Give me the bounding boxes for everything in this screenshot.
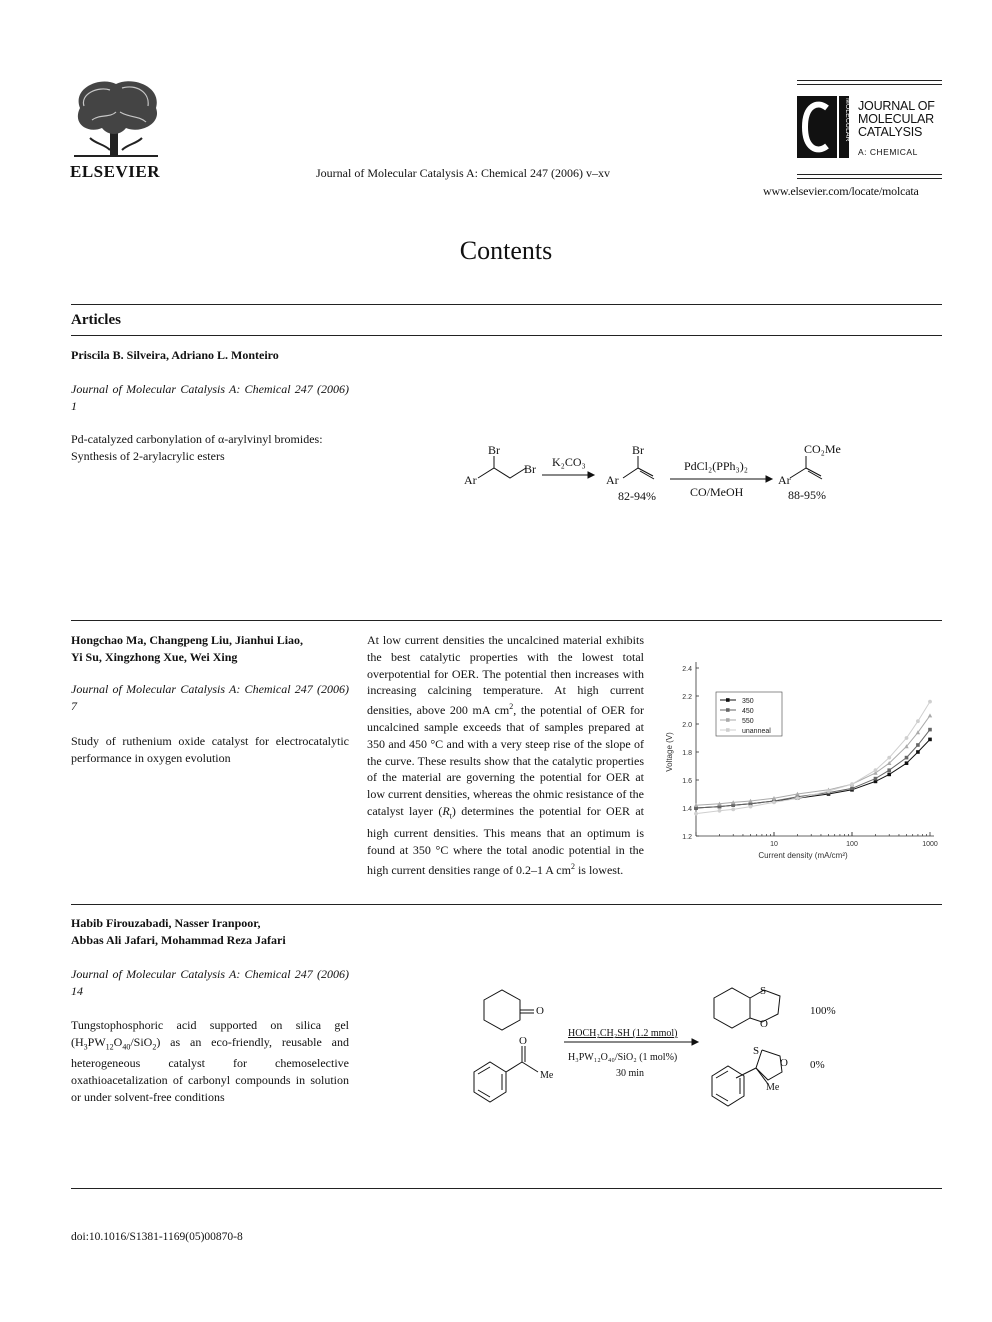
legend-label: 350 [742, 698, 754, 705]
title-text: O [113, 1035, 123, 1049]
y-tick-label: 1.2 [682, 834, 692, 841]
legend-marker [726, 698, 730, 702]
data-point-450 [928, 728, 932, 732]
x-axis-label: Current density (mA/cm²) [758, 851, 848, 860]
publisher-name: ELSEVIER [70, 162, 160, 181]
section-heading: Articles [71, 312, 121, 328]
journal-brand-name [858, 100, 935, 139]
scheme-reagent: HOCH₂CH₂SH (1.2 mmol) [568, 1028, 678, 1039]
scheme-reagent: H₃PW₁₂O₄₀/SiO₂ (1 mol%) [568, 1052, 678, 1063]
scheme-ester-label: CO₂Me [804, 442, 841, 456]
x-tick-label: 100 [846, 841, 858, 848]
abstract-sub: t [449, 811, 452, 821]
scheme-atom-label: O [536, 1005, 544, 1017]
data-point-350 [916, 750, 920, 754]
journal-brand-subtitle: A: CHEMICAL [858, 147, 918, 157]
data-point-450 [905, 756, 909, 760]
y-tick-label: 1.4 [682, 806, 692, 813]
article-2-authors [71, 632, 303, 666]
data-point-unanneal [749, 805, 753, 809]
abstract-text: is lowest. [574, 862, 624, 877]
scheme-atom-label: S [760, 985, 767, 997]
data-point-350 [928, 738, 932, 742]
divider [71, 620, 942, 621]
article-1-title: Pd-catalyzed carbonylation of α-arylvinyl bromides: Synthesis of 2-arylacrylic esters [71, 432, 323, 463]
data-point-550 [928, 713, 932, 717]
data-point-unanneal [905, 736, 909, 740]
abstract-symbol: R [442, 803, 450, 818]
abstract-sup: 2 [570, 861, 575, 871]
brand-line-2: MOLECULAR [858, 112, 934, 126]
scheme-br-label: Br [632, 443, 644, 457]
legend-marker [726, 708, 730, 712]
scheme-ar-label: Ar [778, 473, 791, 487]
authors-line: Yi Su, Xingzhong Xue, Wei Xing [71, 650, 238, 664]
legend-label: unanneal [742, 728, 771, 735]
journal-c-logo [797, 96, 851, 158]
series-line-350 [696, 739, 930, 808]
title-sub: 2 [152, 1042, 157, 1052]
article-2-citation[interactable]: Journal of Molecular Catalysis A: Chemical 247 (2006) 7 [71, 682, 349, 713]
data-point-450 [916, 743, 920, 747]
scheme-br-label: Br [524, 462, 536, 476]
scheme-yield: 100% [810, 1005, 836, 1017]
scheme-br-label: Br [488, 443, 500, 457]
article-2-abstract [367, 632, 644, 879]
scheme-atom-label: Me [766, 1082, 780, 1093]
legend-label: 450 [742, 708, 754, 715]
data-point-350 [905, 761, 909, 765]
title-sub: 40 [122, 1042, 131, 1052]
abstract-text: At low current densities the uncalcined material exhibits the best catalytic properties with the lowest total overpotential for OER. The potential then increases with increasing calcining temperature. At high current densities, above 200 mA cm [367, 633, 644, 718]
scheme-atom-label: O [519, 1035, 527, 1047]
y-axis-label: Voltage (V) [665, 732, 674, 772]
scheme-atom-label: S [753, 1045, 760, 1057]
brand-rule-2 [797, 84, 942, 85]
oer-voltage-chart [660, 656, 942, 870]
brand-rule-3 [797, 174, 942, 175]
abstract-text: ) determines the potential for OER at high current densities. This means that an optimum is found at 350 °C where the total anodic potential in the high current densities range of 0.2–1 A cm [367, 803, 644, 877]
scheme-atom-label: O [780, 1057, 788, 1069]
data-point-unanneal [827, 789, 831, 793]
y-tick-label: 2.4 [682, 666, 692, 673]
data-point-unanneal [731, 808, 735, 812]
doi-text: doi:10.1016/S1381-1169(05)00870-8 [71, 1231, 243, 1243]
title-text: PW [87, 1035, 106, 1049]
x-tick-label: 1000 [922, 841, 938, 848]
authors-line: Abbas Ali Jafari, Mohammad Reza Jafari [71, 933, 286, 947]
brand-rule-4 [797, 178, 942, 179]
article-1-reaction-scheme [460, 440, 860, 506]
legend-marker [726, 728, 730, 732]
divider [71, 304, 942, 305]
title-text: ) as an eco-friendly, reusable and heterogeneous catalyst for chemoselective oxathioacetalization of carbonyl compounds in solution or under solvent-free conditions [71, 1035, 349, 1105]
data-point-unanneal [694, 812, 698, 816]
y-tick-label: 2.2 [682, 694, 692, 701]
doi-footer[interactable] [71, 1231, 243, 1243]
scheme-yield: 0% [810, 1059, 825, 1071]
article-1-authors [71, 347, 279, 364]
data-point-unanneal [887, 756, 891, 760]
divider [71, 1188, 942, 1189]
y-tick-label: 2.0 [682, 722, 692, 729]
abstract-text: , the potential of OER for uncalcined sample exceeds that of samples prepared at 350 and 450 °C and with a very steep rise of the slope of the curve. These results show that the catalytic properties of the material are governing the potential for OER at low current densities, whereas the ohmic resistance of the catalyst layer ( [367, 703, 644, 818]
legend-label: 550 [742, 718, 754, 725]
title-sub: 3 [83, 1042, 88, 1052]
article-1-citation[interactable]: Journal of Molecular Catalysis A: Chemical 247 (2006) 1 [71, 382, 349, 413]
journal-url[interactable]: www.elsevier.com/locate/molcata [763, 184, 919, 198]
title-text: Tungstophosphoric acid supported on silica gel (H [71, 1018, 349, 1049]
scheme-reagent: PdCl₂(PPh₃)₂ [684, 459, 748, 473]
title-text: /SiO [130, 1035, 153, 1049]
x-tick-label: 10 [770, 841, 778, 848]
journal-citation: Journal of Molecular Catalysis A: Chemical 247 (2006) v–xv [316, 166, 610, 180]
authors-line: Habib Firouzabadi, Nasser Iranpoor, [71, 916, 261, 930]
scheme-yield: 88-95% [788, 488, 826, 502]
brand-rule-1 [797, 80, 942, 81]
brand-vertical-text: MOLECULAR [844, 98, 851, 142]
abstract-sup: 2 [509, 702, 514, 712]
data-point-unanneal [874, 768, 878, 772]
article-3-title [71, 1017, 349, 1106]
data-point-350 [887, 773, 891, 777]
scheme-reagent: K₂CO₃ [552, 455, 586, 469]
legend-marker [726, 718, 730, 722]
scheme-yield: 82-94% [618, 489, 656, 503]
article-3-reaction-scheme [468, 980, 848, 1110]
authors-line: Hongchao Ma, Changpeng Liu, Jianhui Liao, [71, 633, 304, 647]
article-3-citation[interactable]: Journal of Molecular Catalysis A: Chemical 247 (2006) 14 [71, 967, 349, 998]
scheme-ar-label: Ar [606, 473, 619, 487]
y-tick-label: 1.8 [682, 750, 692, 757]
data-point-450 [887, 768, 891, 772]
y-tick-label: 1.6 [682, 778, 692, 785]
scheme-time: 30 min [616, 1068, 645, 1079]
data-point-unanneal [772, 801, 776, 805]
data-point-450 [874, 777, 878, 781]
page-title: Contents [459, 236, 553, 265]
elsevier-tree-logo [70, 78, 162, 160]
title-sub: 12 [105, 1042, 114, 1052]
data-point-unanneal [796, 796, 800, 800]
data-point-unanneal [718, 809, 722, 813]
scheme-atom-label: O [760, 1018, 768, 1030]
divider [71, 904, 942, 905]
article-3-authors [71, 915, 286, 949]
data-point-unanneal [928, 700, 932, 704]
data-point-unanneal [916, 719, 920, 723]
scheme-atom-label: Me [540, 1070, 554, 1081]
brand-line-3: CATALYSIS [858, 125, 923, 139]
data-point-450 [850, 787, 854, 791]
data-point-unanneal [850, 782, 854, 786]
scheme-ar-label: Ar [464, 473, 477, 487]
scheme-reagent: CO/MeOH [690, 485, 744, 499]
brand-line-1: JOURNAL OF [858, 99, 935, 113]
authors-line: Priscila B. Silveira, Adriano L. Monteiro [71, 348, 279, 362]
divider [71, 335, 942, 336]
article-2-title: Study of ruthenium oxide catalyst for electrocatalytic performance in oxygen evolution [71, 734, 349, 765]
